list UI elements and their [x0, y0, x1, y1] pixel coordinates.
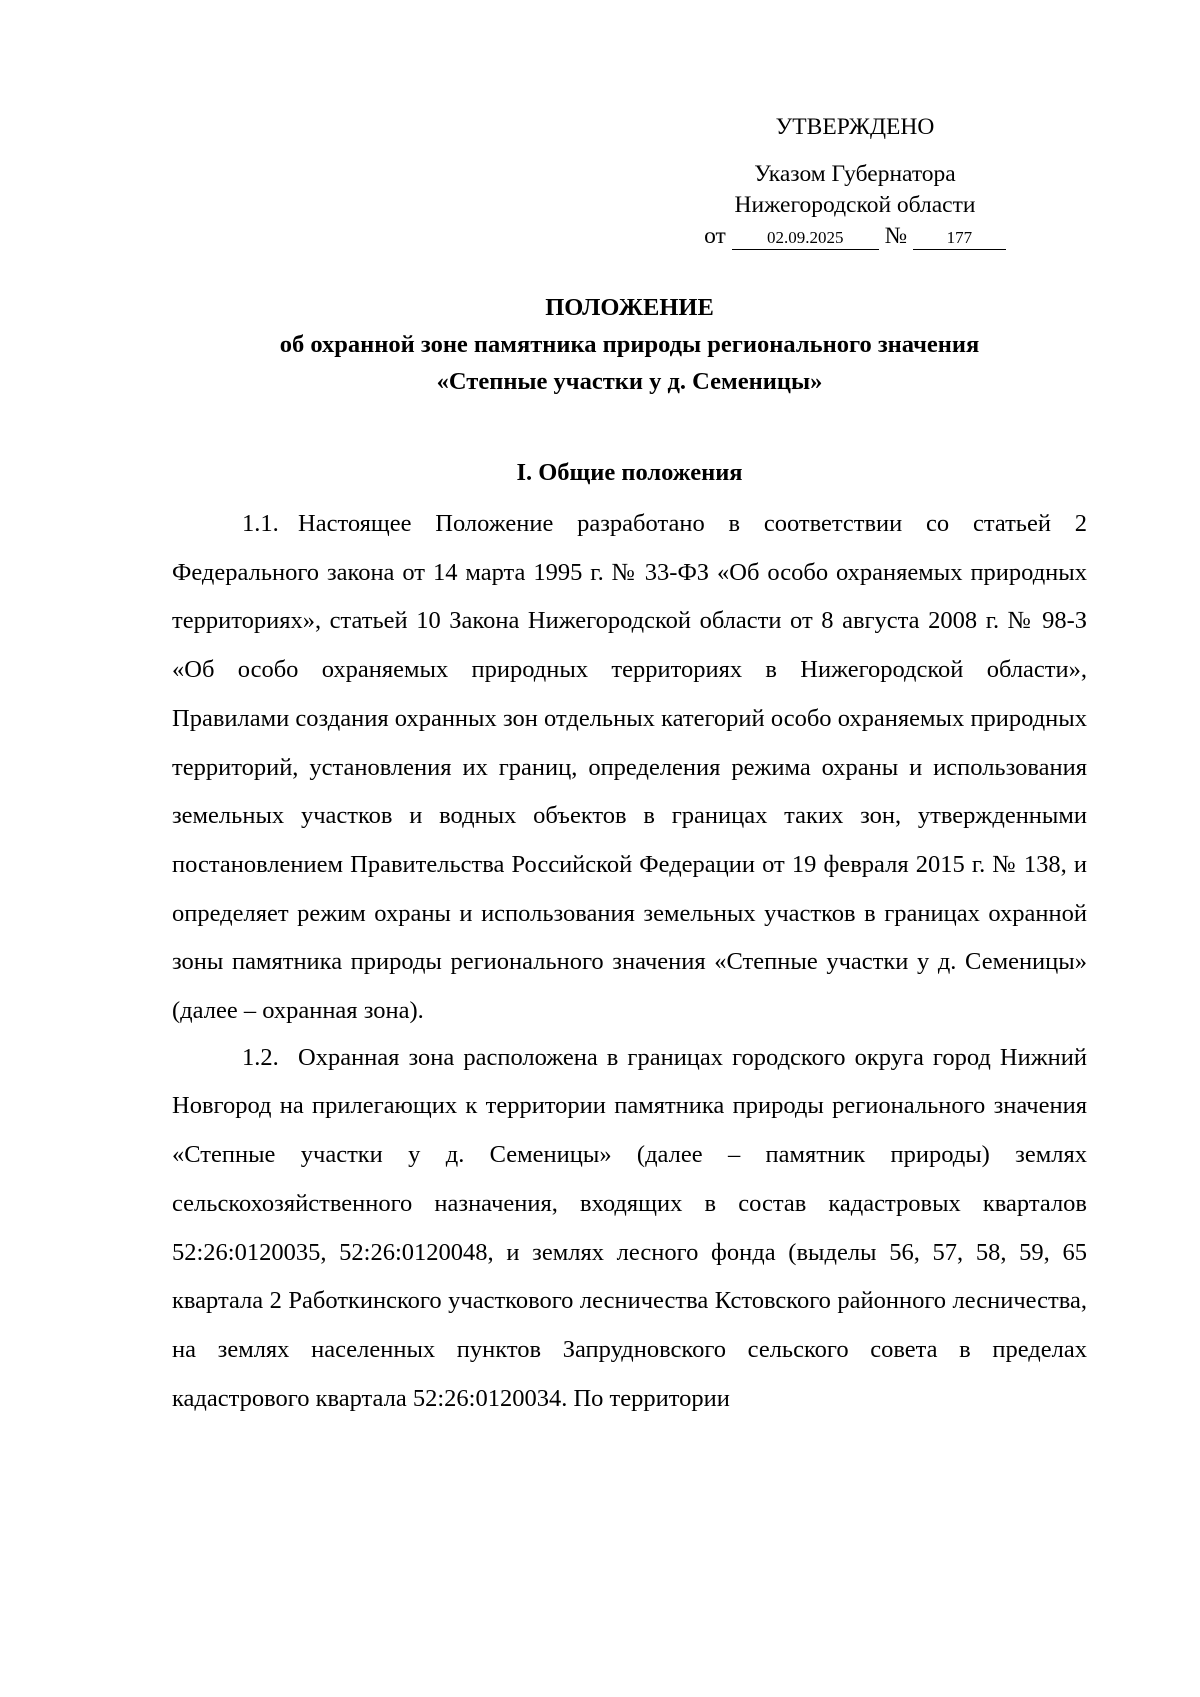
approval-date-number-line: [690, 221, 1020, 252]
approved-label: УТВЕРЖДЕНО: [775, 114, 935, 140]
approval-decree-line: Указом Губернатора: [754, 161, 956, 187]
document-object-name: «Степные участки у д. Семеницы»: [436, 368, 823, 395]
date-prefix: от: [704, 223, 726, 249]
document-body: [172, 500, 1087, 1423]
document-subtitle: об охранной зоне памятника природы регионального значения: [279, 331, 980, 358]
decree-number: 177: [913, 227, 1006, 250]
paragraph-1-1: [172, 500, 1087, 1036]
approval-region-line: Нижегородской области: [734, 192, 976, 218]
document-title-block: [172, 289, 1087, 400]
paragraph-number: 1.1.: [242, 510, 279, 537]
document-title: ПОЛОЖЕНИЕ: [545, 294, 714, 321]
paragraph-text: Охранная зона расположена в границах городского округа город Нижний Новгород на прилегающих к территории памятника природы регионального значения «Степные участки у д. Семеницы» (далее – памятник природы) землях сельскохозяйственного назначения, входящих в состав кадастровых кварталов 52:26:0120035, 52:26:0120048, и землях лесного фонда (выделы 56, 57, 58, 59, 65 квартала 2 Работкинского участкового лесничества Кстовского районного лесничества, на землях населенных пунктов Запрудновского сельского совета в пределах кадастрового квартала 52:26:0120034. По территории: [172, 1043, 1087, 1412]
section-heading: I. Общие положения: [516, 459, 743, 486]
decree-date: 02.09.2025: [732, 227, 879, 250]
paragraph-1-2: [172, 1034, 1087, 1424]
number-sign: №: [884, 223, 907, 249]
approval-stamp-block: [690, 112, 1020, 252]
paragraph-number: 1.2.: [242, 1043, 279, 1071]
paragraph-text: Настоящее Положение разработано в соответствии со статьей 2 Федерального закона от 14 марта 1995 г. № 33-ФЗ «Об особо охраняемых природных территориях», статьей 10 Закона Нижегородской области от 8 августа 2008 г. № 98-З «Об особо охраняемых природных территориях в Нижегородской области», Правилами создания охранных зон отдельных категорий особо охраняемых природных территорий, установления их границ, определения режима охраны и использования земельных участков и водных объектов в границах таких зон, утвержденными постановлением Правительства Российской Федерации от 19 февраля 2015 г. № 138, и определяет режим охраны и использования земельных участков в границах охранной зоны памятника природы регионального значения «Степные участки у д. Семеницы» (далее – охранная зона).: [172, 510, 1087, 1025]
